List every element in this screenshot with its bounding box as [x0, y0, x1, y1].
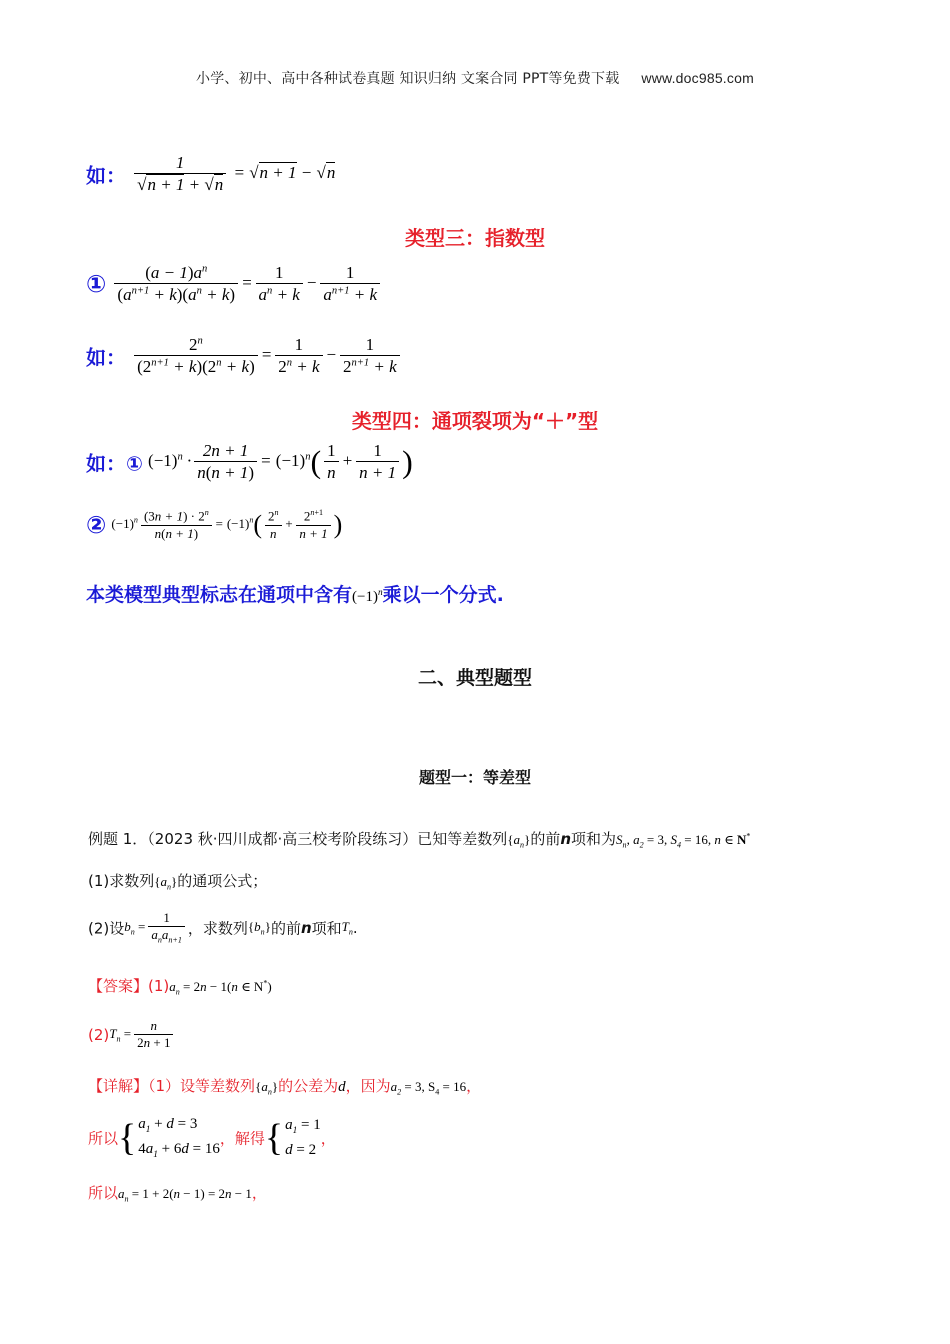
type4-example2-formula: $(-1)^n$ $\frac{(3n + 1) \cdot 2^n}{n(n + 1)}$ = $(-1)^n$( $\frac{2^n}{n}$ + $\frac{2^{n+1}}{n + 1}$ )	[111, 508, 343, 541]
detail-line3-prefix: 所以	[88, 1184, 119, 1202]
answer-part2-formula: $T_n$ = $\frac{n}{2n + 1}$	[109, 1026, 176, 1041]
seq-bn: $\{b_n\}$	[247, 919, 271, 937]
topic1-title: 题型一：等差型	[418, 768, 531, 787]
type3-example	[86, 334, 403, 378]
answer-tag: 【答案】	[88, 977, 149, 995]
type3-title: 类型三：指数型	[405, 226, 545, 250]
detail-line1	[88, 1075, 481, 1097]
solution-system: { $a_1 = 1$ d = 2	[264, 1116, 321, 1159]
detail-line2-prefix: 所以	[88, 1129, 119, 1148]
type4-note-after: 乘以一个分式.	[382, 584, 504, 606]
question2-mid2: 的前	[270, 919, 301, 938]
type4-item2-marker: ②	[86, 510, 107, 539]
detail-conditions: $a_2 = 3$, $S_4 = 16$	[390, 1079, 467, 1097]
detail-line1-end: ，	[466, 1077, 482, 1095]
example1-intro-text: 例题 1．（2023 秋·四川成都·高三校考阶段练习）已知等差数列	[88, 830, 508, 848]
common-difference: d	[338, 1079, 346, 1095]
question2-mid: ，求数列	[187, 919, 248, 938]
section2-title: 二、典型题型	[417, 667, 532, 689]
question1	[88, 870, 267, 892]
detail-line1-mid2: ，因为	[345, 1077, 391, 1095]
detail-line2-end: ，	[320, 1129, 336, 1148]
example1-intro-mid: 的前	[530, 830, 561, 848]
equation-system: { $a_1 + d = 3$ $4a_1 + 6d = 16$	[118, 1116, 220, 1160]
detail-line1-text: （1）设等差数列	[148, 1077, 256, 1095]
question2-mid3: 项和	[311, 919, 342, 938]
type4-example1	[86, 440, 413, 484]
type4-note	[86, 580, 504, 607]
header-site: www.doc985.com	[641, 70, 754, 86]
type3-item1-marker: ①	[86, 269, 107, 298]
detail-line3-end: ，	[251, 1184, 267, 1202]
answer-part2	[88, 1018, 176, 1052]
example1-intro	[88, 828, 750, 850]
answer-part2-label: (2)	[88, 1025, 110, 1044]
question1-suffix: 的通项公式；	[177, 872, 268, 890]
type4-item1-marker: 如：①	[86, 451, 143, 476]
example1-intro-n: n	[560, 830, 572, 848]
question2-end: .	[352, 918, 358, 937]
answer-part1-formula: $a_n = 2n - 1(n$ ∈ N*)	[169, 978, 272, 997]
bn-definition: $b_n$ = $\frac{1}{a_na_{n+1}}$	[124, 919, 188, 934]
detail-tag: 【详解】	[88, 1077, 149, 1095]
type4-title: 类型四：通项裂项为“＋”型	[351, 409, 599, 433]
type3-formula-math: $\frac{(a - 1)a^n}{(a^{n+1} + k)(a^n + k)}$ = $\frac{1}{a^n + k}$ − $\frac{1}{a^{n+1} + k}$	[111, 273, 383, 292]
question2	[88, 910, 358, 946]
detail-line3-formula: $a_n = 1 + 2(n - 1) = 2n - 1$	[118, 1186, 252, 1204]
question1-prefix: (1)求数列	[88, 872, 155, 890]
question2-prefix: (2)设	[88, 919, 125, 938]
answer-part1-label: (1)	[148, 977, 170, 995]
question2-n: n	[300, 918, 312, 937]
type2-example-formula: $\frac{1}{√n + 1 + √n}$ = √n + 1 − √n	[131, 163, 335, 182]
type2-example	[86, 152, 335, 196]
type4-note-before: 本类模型典型标志在通项中含有	[86, 584, 353, 606]
detail-line1-mid: 的公差为	[278, 1077, 339, 1095]
type4-example1-formula: $(-1)^n$ · $\frac{2n + 1}{n(n + 1)}$ = $(-1)^n$( $\frac{1}{n}$ + $\frac{1}{n + 1}$ )	[148, 441, 413, 483]
example1-conditions: $S_n$, $a_2 = 3$, $S_4 = 16$, n ∈ N*	[616, 831, 751, 850]
seq-an-detail: $\{a_n\}$	[255, 1079, 279, 1097]
seq-an-q1: $\{a_n\}$	[154, 874, 178, 892]
example1-intro-mid2: 项和为	[571, 830, 617, 848]
type3-example-formula: $\frac{2^n}{(2^{n+1} + k)(2^n + k)}$ = $\frac{1}{2^n + k}$ − $\frac{1}{2^{n+1} + k}$	[131, 345, 403, 364]
answer-part1	[88, 975, 272, 997]
tn-symbol: $T_n$	[341, 919, 353, 937]
type3-formula	[86, 262, 383, 306]
type4-example2	[86, 508, 342, 542]
detail-line3	[88, 1182, 267, 1204]
page-header	[0, 68, 950, 88]
seq-an: $\{a_n\}$	[507, 832, 531, 850]
header-text: 小学、初中、高中各种试卷真题 知识归纳 文案合同 PPT等免费下载	[196, 71, 620, 87]
type4-note-formula: $(-1)^n$	[352, 588, 383, 605]
detail-line2-mid: ，解得	[219, 1129, 265, 1148]
type2-example-label: 如：	[86, 163, 126, 188]
detail-line2	[88, 1113, 336, 1163]
type3-example-label: 如：	[86, 345, 126, 370]
